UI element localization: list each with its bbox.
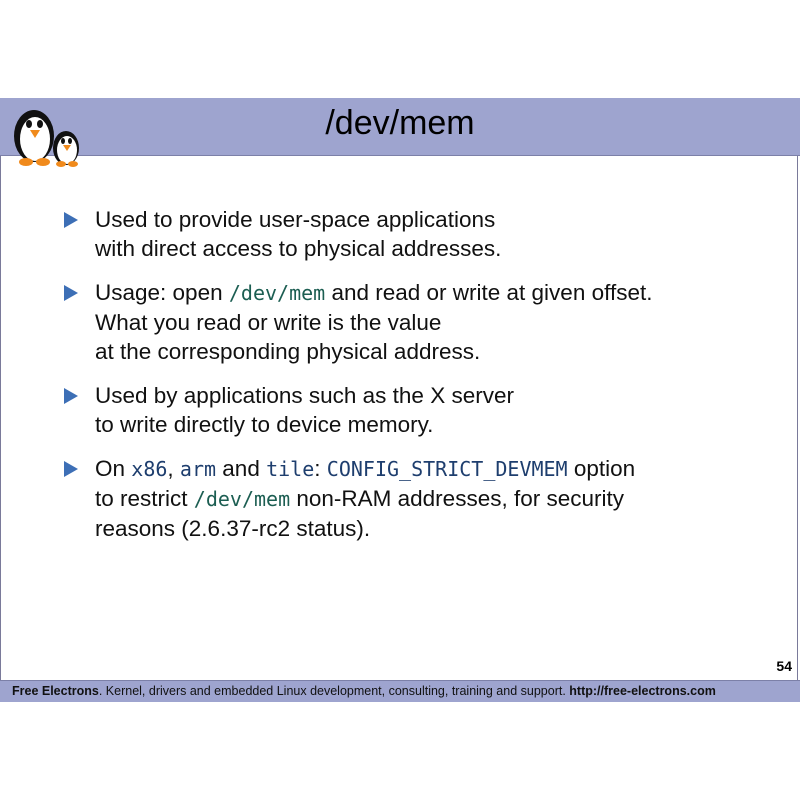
page-number: 54	[776, 658, 792, 674]
text-span: Used by applications such as the X server	[95, 383, 514, 408]
text-span: What you read or write is the value	[95, 310, 442, 335]
footer-url-link[interactable]: http://free-electrons.com	[569, 684, 716, 698]
text-span: reasons (2.6.37-rc2 status).	[95, 516, 371, 541]
text-span: at the corresponding physical address.	[95, 339, 481, 364]
bullet-line	[95, 514, 778, 543]
text-span: :	[314, 456, 327, 481]
list-item	[58, 278, 778, 366]
list-item	[58, 381, 778, 439]
bullet-line	[95, 308, 778, 337]
text-span: to write directly to device memory.	[95, 412, 434, 437]
bullet-line	[95, 410, 778, 439]
list-item	[58, 205, 778, 263]
text-span: and	[216, 456, 267, 481]
footer-brand: Free Electrons	[12, 684, 99, 698]
bullet-list	[58, 205, 778, 558]
bullet-line	[95, 337, 778, 366]
footer-text	[12, 684, 716, 698]
text-span: Used to provide user-space applications	[95, 207, 496, 232]
text-span: and read or write at given offset.	[325, 280, 653, 305]
code-span: /dev/mem	[228, 281, 326, 305]
text-span: non-RAM addresses, for security	[290, 486, 624, 511]
list-item	[58, 454, 778, 543]
text-span: option	[567, 456, 636, 481]
bullet-arrow-icon	[64, 461, 78, 477]
penguin-logo-icon	[6, 102, 88, 170]
text-span: ,	[167, 456, 180, 481]
footer	[0, 680, 800, 702]
bullet-line	[95, 484, 778, 514]
page-title: /dev/mem	[325, 104, 475, 142]
code-span: arm	[179, 457, 217, 481]
bullet-line	[95, 205, 778, 234]
text-span: Usage: open	[95, 280, 229, 305]
bullet-arrow-icon	[64, 212, 78, 228]
code-span: CONFIG_STRICT_DEVMEM	[326, 457, 568, 481]
footer-description: . Kernel, drivers and embedded Linux development, consulting, training and support.	[98, 684, 570, 698]
bullet-arrow-icon	[64, 285, 78, 301]
text-span: to restrict	[95, 486, 194, 511]
code-span: x86	[131, 457, 168, 481]
bullet-line	[95, 454, 778, 484]
bullet-line	[95, 234, 778, 263]
title-bar	[0, 98, 800, 156]
code-span: /dev/mem	[193, 487, 291, 511]
code-span: tile	[266, 457, 315, 481]
bullet-line	[95, 381, 778, 410]
bullet-line	[95, 278, 778, 308]
text-span: On	[95, 456, 132, 481]
bullet-arrow-icon	[64, 388, 78, 404]
text-span: with direct access to physical addresses.	[95, 236, 502, 261]
